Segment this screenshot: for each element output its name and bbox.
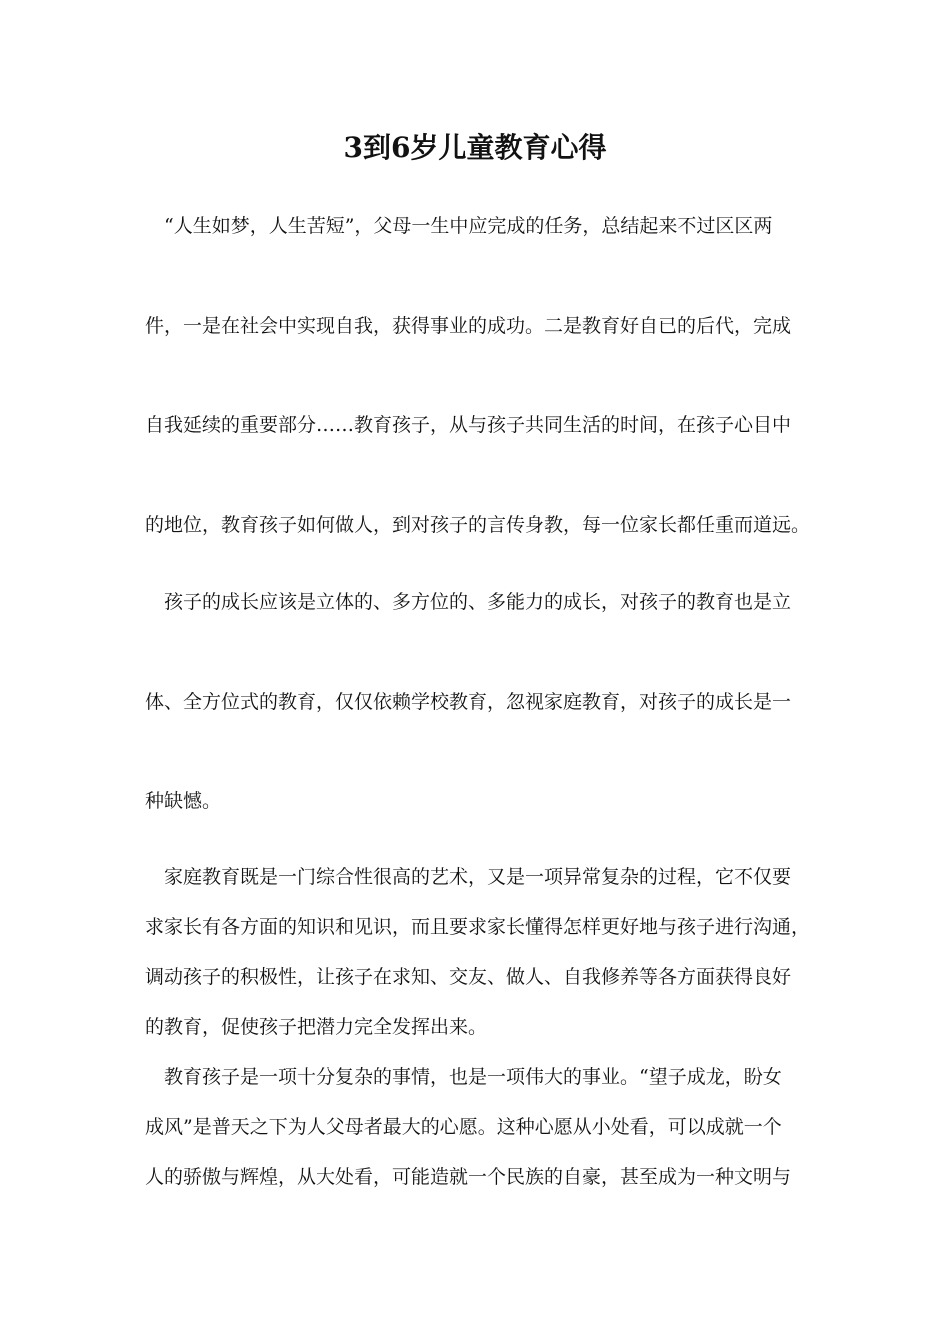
paragraph-4-line-1: 教育孩子是一项十分复杂的事情，也是一项伟大的事业。“望子成龙，盼女 (164, 1066, 782, 1088)
paragraph-1-line-2: 件，一是在社会中实现自我，获得事业的成功。二是教育好自已的后代，完成 (145, 315, 792, 337)
paragraph-3-line-2: 求家长有各方面的知识和见识，而且要求家长懂得怎样更好地与孩子进行沟通， (145, 916, 811, 938)
paragraph-1-line-1: “人生如梦，人生苦短”，父母一生中应完成的任务，总结起来不过区区两 (164, 215, 773, 237)
paragraph-2-line-3: 种缺憾。 (145, 790, 222, 812)
document-title: 3到6岁儿童教育心得 (343, 131, 607, 164)
paragraph-4-line-2: 成风”是普天之下为人父母者最大的心愿。这种心愿从小处看，可以成就一个 (145, 1116, 782, 1138)
paragraph-1-line-3: 自我延续的重要部分……教育孩子，从与孩子共同生活的时间，在孩子心目中 (145, 414, 792, 436)
paragraph-2-line-1: 孩子的成长应该是立体的、多方位的、多能力的成长，对孩子的教育也是立 (164, 591, 792, 613)
paragraph-4-line-3: 人的骄傲与辉煌，从大处看，可能造就一个民族的自豪，甚至成为一种文明与 (145, 1166, 792, 1188)
paragraph-2-line-2: 体、全方位式的教育，仅仅依赖学校教育，忽视家庭教育，对孩子的成长是一 (145, 691, 792, 713)
paragraph-3-line-4: 的教育，促使孩子把潜力完全发挥出来。 (145, 1016, 488, 1038)
paragraph-1-line-4: 的地位，教育孩子如何做人，到对孩子的言传身教，每一位家长都任重而道远。 (145, 514, 811, 536)
paragraph-3-line-3: 调动孩子的积极性，让孩子在求知、交友、做人、自我修养等各方面获得良好 (145, 966, 792, 988)
paragraph-3-line-1: 家庭教育既是一门综合性很高的艺术，又是一项异常复杂的过程，它不仅要 (164, 866, 792, 888)
